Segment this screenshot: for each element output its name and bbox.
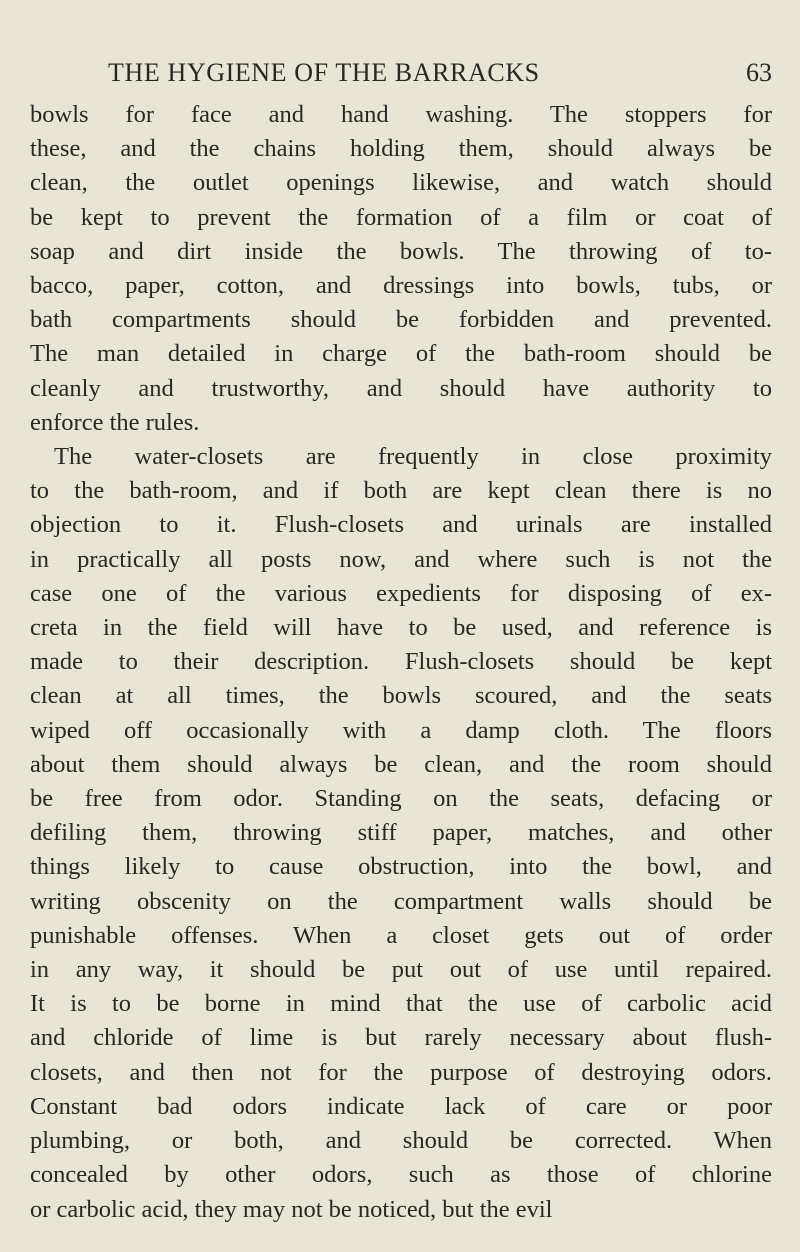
text-line: concealed by other odors, such as those of chlorine [30,1161,772,1189]
text-line: cleanly and trustworthy, and should have authority to [30,374,772,402]
text-line: enforce the rules. [30,408,200,436]
text-line: defiling them, throwing stiff paper, matches, and other [30,819,772,847]
text-line: in practically all posts now, and where such is not the [30,545,772,573]
text-line: bowls for face and hand washing. The stoppers for [30,101,772,128]
text-line: in any way, it should be put out of use until repaired. [30,956,772,984]
text-line: bath compartments should be forbidden and prevented. [30,306,772,334]
text-line: these, and the chains holding them, should always be [30,135,772,163]
running-head-title: THE HYGIENE OF THE BARRACKS [108,58,540,87]
text-line: about them should always be clean, and the room should [30,750,772,778]
text-line: wiped off occasionally with a damp cloth. The floors [30,716,772,744]
page-number: 63 [746,58,772,87]
body-text [30,98,772,1227]
running-header [108,58,772,98]
paragraph [30,440,772,1227]
text-line: plumbing, or both, and should be corrected. When [30,1127,772,1155]
text-line: or carbolic acid, they may not be noticed, but the evil [30,1195,553,1223]
text-line: Constant bad odors indicate lack of care or poor [30,1092,772,1120]
text-line: punishable offenses. When a closet gets out of order [30,921,772,949]
text-line: case one of the various expedients for disposing of ex- [30,579,772,607]
text-line: closets, and then not for the purpose of destroying odors. [30,1058,772,1086]
text-line: clean at all times, the bowls scoured, and the seats [30,682,772,710]
text-line: soap and dirt inside the bowls. The throwing of to- [30,237,772,265]
text-line: objection to it. Flush-closets and urinals are installed [30,511,772,539]
text-line: clean, the outlet openings likewise, and watch should [30,169,772,197]
text-line: creta in the field will have to be used, and reference is [30,614,772,642]
text-line: things likely to cause obstruction, into the bowl, and [30,853,772,881]
text-line: made to their description. Flush-closets should be kept [30,648,772,676]
text-line: The man detailed in charge of the bath-room should be [30,340,772,368]
text-line: The water-closets are frequently in close proximity [54,443,772,471]
text-line: writing obscenity on the compartment walls should be [30,887,772,915]
text-line: bacco, paper, cotton, and dressings into bowls, tubs, or [30,272,772,300]
text-line: to the bath-room, and if both are kept clean there is no [30,477,772,505]
paragraph [30,98,772,440]
text-line: be free from odor. Standing on the seats, defacing or [30,785,772,813]
text-line: It is to be borne in mind that the use of carbolic acid [30,990,772,1018]
text-line: be kept to prevent the formation of a film or coat of [30,203,772,231]
text-line: and chloride of lime is but rarely necessary about flush- [30,1024,772,1052]
